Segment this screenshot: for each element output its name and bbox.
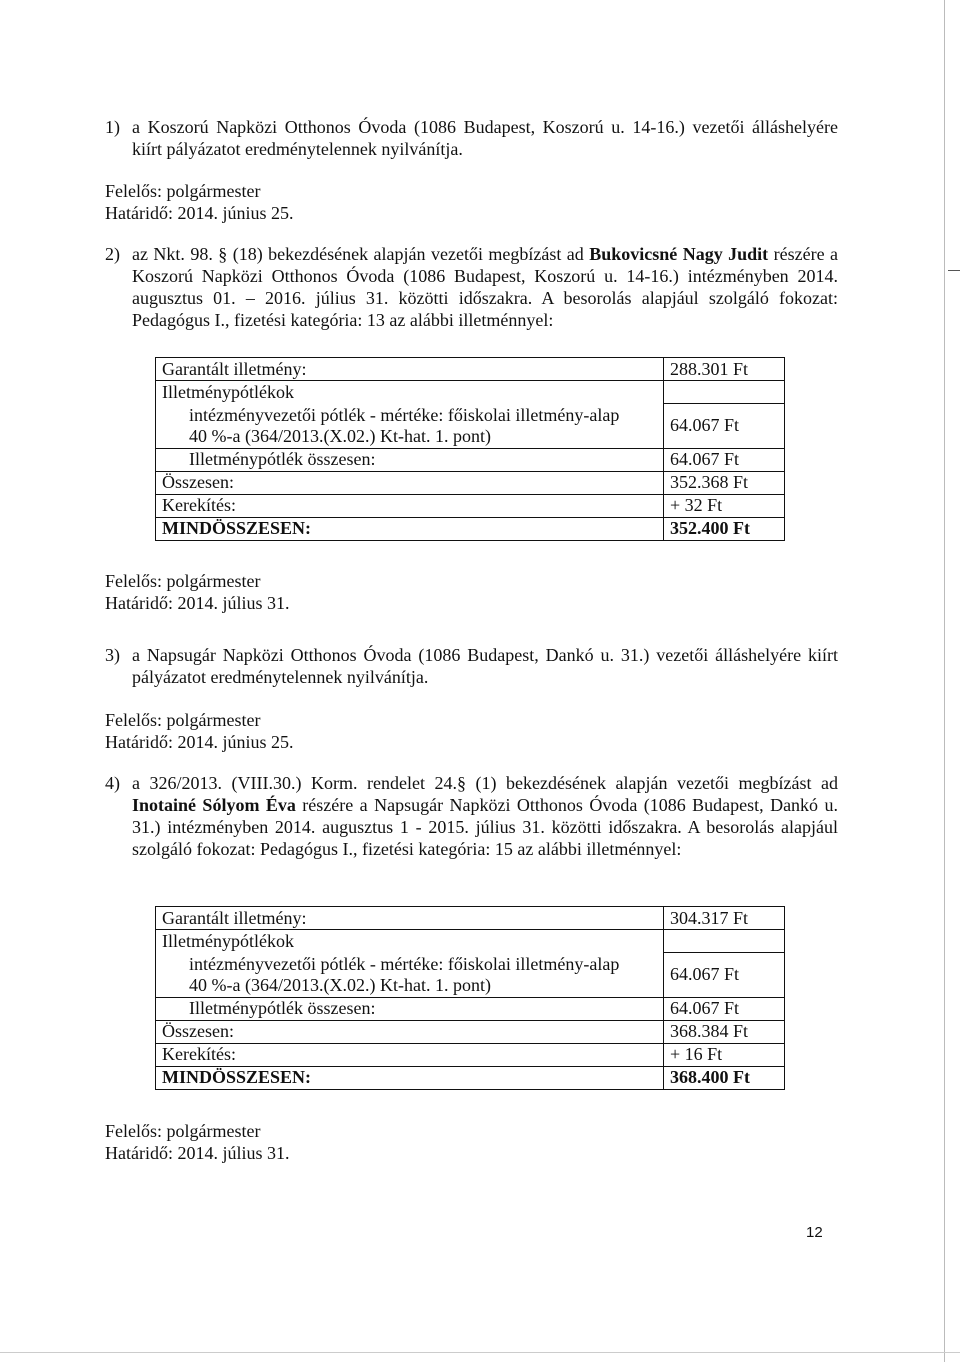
guaranteed-salary-value: 288.301 Ft xyxy=(664,358,785,381)
table-row xyxy=(156,1020,785,1043)
grand-total-value: 368.400 Ft xyxy=(664,1066,785,1089)
item-4-meta xyxy=(105,1120,289,1164)
table-row xyxy=(156,404,785,449)
grand-total-label: MINDÖSSZESEN: xyxy=(156,517,664,540)
table-row xyxy=(156,448,785,471)
item-number: 1) xyxy=(105,117,120,137)
guaranteed-salary-value: 304.317 Ft xyxy=(664,907,785,930)
scan-edge-line xyxy=(944,0,945,1362)
item-number: 3) xyxy=(105,645,120,665)
table-row xyxy=(156,930,785,953)
table-row xyxy=(156,471,785,494)
table-row xyxy=(156,1043,785,1066)
item-text: az Nkt. 98. § (18) bekezdésének alapján vezetői megbízást ad Bukovicsné Nagy Judit részére a Koszorú Napközi Otthonos Óvoda (1086 Budapest, Koszorú u. 14-16.) intézményben 2014. augusztus 01. – 2016. július 31. közötti időszakra. A besorolás alapjául szolgáló fokozat: Pedagógus I., fizetési kategória: 13 az alábbi illetménnyel: xyxy=(132,244,838,330)
supplements-heading: Illetménypótlékok xyxy=(156,381,664,404)
salary-table-2 xyxy=(155,906,785,1090)
item-text: a 326/2013. (VIII.30.) Korm. rendelet 24.§ (1) bekezdésének alapján vezetői megbízást ad Inotainé Sólyom Éva részére a Napsugár Napközi Otthonos Óvoda (1086 Budapest, Dankó u. 31.) intézményben 2014. augusztus 1 - 2015. július 31. közötti időszakra. A besorolás alapjául szolgáló fokozat: Pedagógus I., fizetési kategória: 15 az alábbi illetménnyel: xyxy=(132,773,838,859)
resolution-item-1 xyxy=(105,116,838,160)
item-3-meta xyxy=(105,709,293,753)
supplements-heading: Illetménypótlékok xyxy=(156,930,664,953)
table-row xyxy=(156,1066,785,1089)
deadline-line: Határidő: 2014. július 31. xyxy=(105,1143,290,1163)
item-2-meta xyxy=(105,570,289,614)
grand-total-value: 352.400 Ft xyxy=(664,517,785,540)
resolution-item-3 xyxy=(105,644,838,688)
supplement-value: 64.067 Ft xyxy=(664,404,785,449)
guaranteed-salary-label: Garantált illetmény: xyxy=(156,907,664,930)
scan-edge-mark xyxy=(948,270,960,271)
deadline-line: Határidő: 2014. július 31. xyxy=(105,593,290,613)
responsible-line: Felelős: polgármester xyxy=(105,1121,261,1141)
supplement-description: intézményvezetői pótlék - mértéke: főiskolai illetmény-alap 40 %-a (364/2013.(X.02.) Kt-hat. 1. pont) xyxy=(156,953,664,998)
responsible-line: Felelős: polgármester xyxy=(105,181,261,201)
deadline-line: Határidő: 2014. június 25. xyxy=(105,732,294,752)
resolution-item-2 xyxy=(105,243,838,331)
item-text: a Napsugár Napközi Otthonos Óvoda (1086 Budapest, Dankó u. 31.) vezetői álláshelyére kiírt pályázatot eredménytelennek nyilvánítja. xyxy=(132,645,838,687)
total-label: Összesen: xyxy=(156,1020,664,1043)
table-row xyxy=(156,494,785,517)
table-row xyxy=(156,358,785,381)
table-row xyxy=(156,381,785,404)
item-text: a Koszorú Napközi Otthonos Óvoda (1086 Budapest, Koszorú u. 14-16.) vezetői álláshelyére kiírt pályázatot eredménytelennek nyilvánítja. xyxy=(132,117,838,159)
grand-total-label: MINDÖSSZESEN: xyxy=(156,1066,664,1089)
total-label: Összesen: xyxy=(156,471,664,494)
table-row xyxy=(156,517,785,540)
item-1-meta xyxy=(105,180,293,224)
supplements-total-value: 64.067 Ft xyxy=(664,997,785,1020)
rounding-value: + 16 Ft xyxy=(664,1043,785,1066)
supplements-total-value: 64.067 Ft xyxy=(664,448,785,471)
responsible-line: Felelős: polgármester xyxy=(105,710,261,730)
table-row xyxy=(156,953,785,998)
scan-bottom-line xyxy=(0,1352,960,1353)
item-number: 4) xyxy=(105,773,120,793)
supplements-total-label: Illetménypótlék összesen: xyxy=(156,997,664,1020)
supplements-total-label: Illetménypótlék összesen: xyxy=(156,448,664,471)
resolution-item-4 xyxy=(105,772,838,860)
deadline-line: Határidő: 2014. június 25. xyxy=(105,203,294,223)
responsible-line: Felelős: polgármester xyxy=(105,571,261,591)
page-number: 12 xyxy=(806,1224,823,1241)
supplement-value: 64.067 Ft xyxy=(664,953,785,998)
table-row xyxy=(156,997,785,1020)
rounding-value: + 32 Ft xyxy=(664,494,785,517)
item-number: 2) xyxy=(105,244,120,264)
supplement-description: intézményvezetői pótlék - mértéke: főiskolai illetmény-alap 40 %-a (364/2013.(X.02.) Kt-hat. 1. pont) xyxy=(156,404,664,449)
rounding-label: Kerekítés: xyxy=(156,494,664,517)
salary-table-1 xyxy=(155,357,785,541)
total-value: 352.368 Ft xyxy=(664,471,785,494)
total-value: 368.384 Ft xyxy=(664,1020,785,1043)
rounding-label: Kerekítés: xyxy=(156,1043,664,1066)
table-row xyxy=(156,907,785,930)
guaranteed-salary-label: Garantált illetmény: xyxy=(156,358,664,381)
